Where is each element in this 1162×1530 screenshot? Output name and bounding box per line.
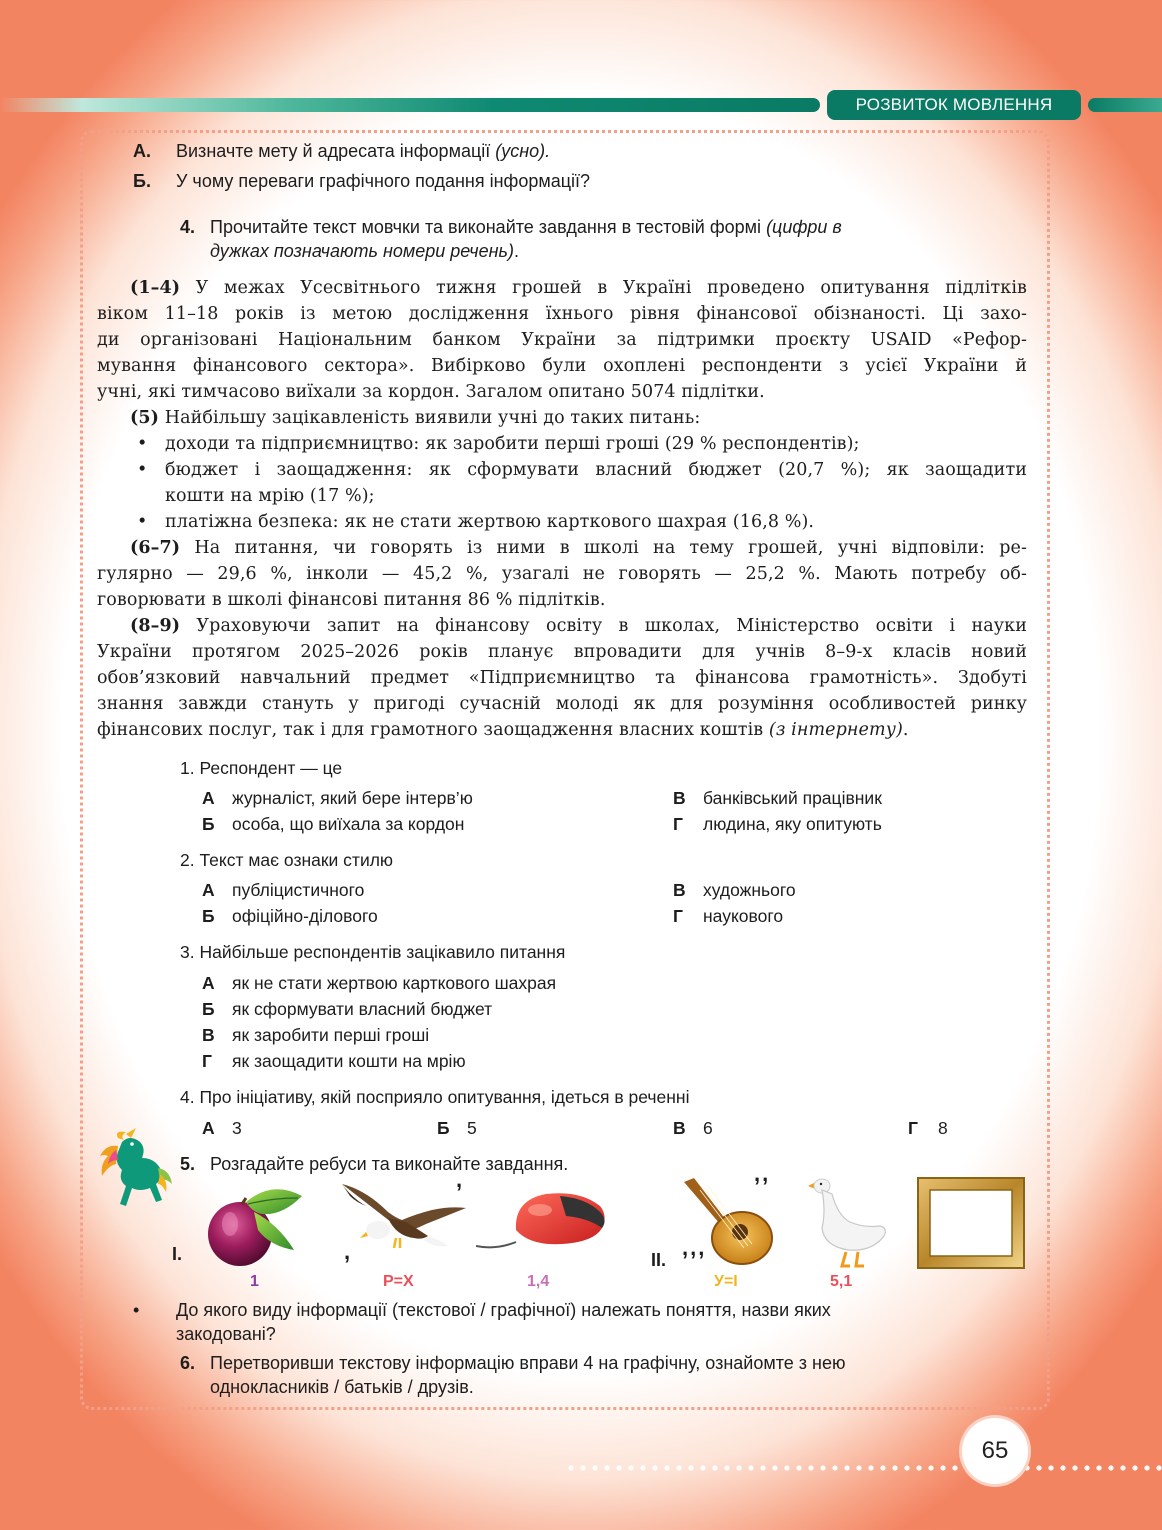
paragraph-4-line: обов’язковий навчальний предмет «Підприємництво та фінансова грамотність». Здобуті: [97, 668, 1027, 688]
paragraph-1-line: учні, які тимчасово виїхали за кордон. Загалом опитано 5074 підлітки.: [97, 382, 765, 402]
question-1-title: 1. Респондент — це: [180, 758, 343, 778]
answer-option[interactable]: А 3: [202, 1118, 242, 1138]
rebus-caption: 1,4: [527, 1273, 550, 1290]
answer-option[interactable]: Б 5: [437, 1118, 477, 1138]
answer-option[interactable]: Б як сформувати власний бюджет: [202, 999, 493, 1019]
answer-option[interactable]: А публіцистичного: [202, 880, 365, 900]
paragraph-4-line: України протягом 2025–2026 років планує впровадити для учнів 8–9-х класів новий: [97, 642, 1027, 662]
paragraph-1-line: (1–4) У межах Усесвітнього тижня грошей в Україні проведено опитування підлітків: [130, 278, 1027, 298]
bullet-item: • доходи та підприємництво: як заробити перші гроші (29 % респондентів);: [137, 434, 860, 454]
question-2-title: 2. Текст має ознаки стилю: [180, 850, 394, 870]
rebus-caption: 1: [250, 1273, 259, 1290]
paragraph-2: (5) Найбільшу зацікавленість виявили учні до таких питань:: [130, 408, 701, 428]
bullet-item-continuation: кошти на мрію (17 %);: [165, 486, 375, 506]
page-number: 65: [981, 1437, 1009, 1464]
question-4-title: 4. Про ініціативу, якій посприяло опитування, ідеться в реченні: [180, 1087, 690, 1107]
decorative-dots: [565, 1464, 1162, 1472]
answer-option[interactable]: В банківський працівник: [673, 788, 882, 808]
paragraph-4-line: (8–9) Ураховуючи запит на фінансову освіту в школах, Міністерство освіти і науки: [130, 616, 1027, 636]
rebus-comma-mark: ,,,: [682, 1235, 707, 1260]
plum-icon: [202, 1184, 306, 1268]
picture-frame-icon: [916, 1176, 1026, 1270]
paragraph-3-line: говорювати в школі фінансові питання 86 % підлітків.: [97, 590, 606, 610]
rebus-caption: 5,1: [830, 1273, 853, 1290]
task-6-instruction: 6. Перетворивши текстову інформацію вправи 4 на графічну, ознайомте з нею: [180, 1353, 846, 1373]
paragraph-4-line: фінансових послуг, так і для грамотного заощадження власних коштів (з інтернету).: [97, 720, 909, 740]
unicorn-icon: [96, 1128, 174, 1216]
bullet-question: • До якого виду інформації (текстової / графічної) належать поняття, назви яких: [133, 1300, 831, 1320]
computer-mouse-icon: [476, 1188, 610, 1254]
bullet-item: • платіжна безпека: як не стати жертвою карткового шахрая (16,8 %).: [137, 512, 815, 532]
rebus-comma-mark: ,: [456, 1167, 463, 1192]
section-badge: РОЗВИТОК МОВЛЕННЯ: [827, 90, 1081, 120]
answer-option[interactable]: Б офіційно-ділового: [202, 906, 378, 926]
answer-option[interactable]: В 6: [673, 1118, 713, 1138]
task-5-instruction: 5. Розгадайте ребуси та виконайте завдання.: [180, 1154, 569, 1174]
rebus-1-label: I.: [172, 1244, 183, 1264]
answer-option[interactable]: Г людина, яку опитують: [673, 814, 882, 834]
paragraph-4-line: знання завжди стануть у пригоді сучасній молоді як для розуміння особливостей ринку: [97, 694, 1027, 714]
task-b: Б. У чому переваги графічного подання інформації?: [133, 171, 591, 191]
task-a: А. Визначте мету й адресата інформації (усно).: [133, 141, 551, 161]
paragraph-1-line: віком 11–18 років із метою дослідження їхнього рівня фінансової обізнаності. Ці захо-: [97, 304, 1027, 324]
answer-option[interactable]: В як заробити перші гроші: [202, 1025, 430, 1045]
rebus-caption: У=І: [714, 1273, 738, 1290]
goose-icon: [806, 1172, 888, 1270]
bullet-question-line2: закодовані?: [176, 1324, 276, 1344]
answer-option[interactable]: Г як заощадити кошти на мрію: [202, 1051, 466, 1071]
task-4-instruction: 4. Прочитайте текст мовчки та виконайте завдання в тестовій формі (цифри в: [180, 217, 842, 237]
reading-text: [97, 275, 1027, 743]
answer-option[interactable]: В художнього: [673, 880, 796, 900]
bandura-icon: [682, 1176, 778, 1268]
rebus-comma-mark: ,,: [754, 1161, 771, 1186]
header-stripe: [0, 98, 820, 112]
paragraph-3-line: (6–7) На питання, чи говорять із ними в школі на тему грошей, учні відповіли: ре-: [130, 538, 1027, 558]
task-4-instruction-line2: дужках позначають номери речень).: [210, 241, 519, 261]
rebus-caption: Р=Х: [383, 1273, 414, 1290]
task-6-instruction-line2: однокласників / батьків / друзів.: [210, 1377, 474, 1397]
paragraph-1-line: ди організовані Національним банком України за підтримки проєкту USAID «Рефор-: [97, 330, 1027, 350]
paragraph-1-line: мування фінансового сектора». Вибірково були охоплені респонденти з усієї України й: [97, 356, 1027, 376]
answer-option[interactable]: А журналіст, який бере інтерв’ю: [202, 788, 473, 808]
answer-option[interactable]: Б особа, що виїхала за кордон: [202, 814, 465, 834]
answer-option[interactable]: Г 8: [908, 1118, 948, 1138]
paragraph-3-line: гулярно — 29,6 %, інколи — 45,2 %, узагалі не говорять — 25,2 %. Мають потребу об-: [97, 564, 1027, 584]
header-stripe-end: [1088, 98, 1162, 112]
eagle-icon: [336, 1178, 468, 1252]
answer-option[interactable]: Г наукового: [673, 906, 784, 926]
bullet-item: • бюджет і заощадження: як сформувати власний бюджет (20,7 %); як заощадити: [137, 460, 1027, 480]
answer-option[interactable]: А як не стати жертвою карткового шахрая: [202, 973, 557, 993]
question-3-title: 3. Найбільше респондентів зацікавило питання: [180, 942, 566, 962]
rebus-2-label: II.: [651, 1250, 667, 1270]
rebus-comma-mark: ,: [344, 1239, 351, 1264]
